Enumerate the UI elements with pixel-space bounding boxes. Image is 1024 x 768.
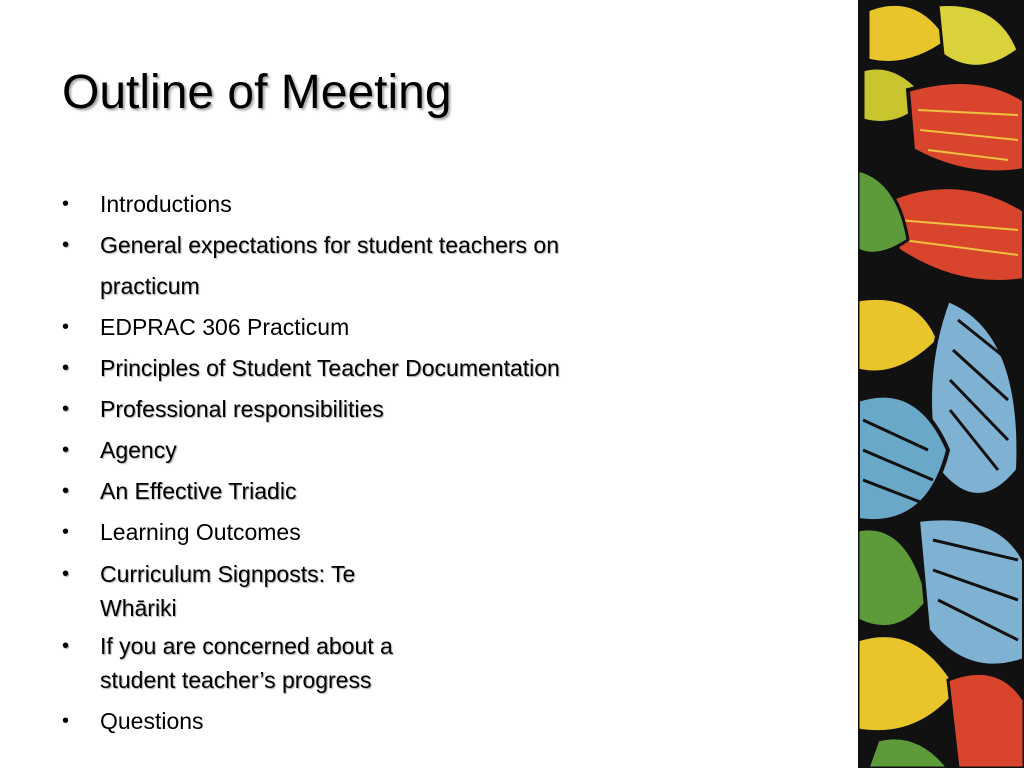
maori-foliage-artwork [858, 0, 1024, 768]
bullet-learning-outcomes [62, 512, 662, 553]
slide-title: Outline of Meeting [62, 66, 452, 119]
bullet-agency [62, 430, 662, 471]
bullet-principles [62, 348, 662, 389]
bullet-text: Questions [100, 708, 204, 734]
bullet-concerned-progress [62, 629, 662, 697]
bullet-marker: • [62, 439, 70, 461]
bullet-text: Principles of Student Teacher Documentation [100, 355, 560, 381]
bullet-marker: • [62, 710, 70, 732]
bullet-marker: • [62, 193, 70, 215]
bullet-text: EDPRAC 306 Practicum [100, 314, 350, 340]
bullet-questions [62, 701, 662, 742]
bullet-marker: • [62, 563, 70, 585]
bullet-text-line2: practicum [100, 273, 200, 299]
bullet-marker: • [62, 480, 70, 502]
bullet-professional-responsibilities [62, 389, 662, 430]
bullet-text-line2: student teacher’s progress [100, 667, 372, 693]
bullet-text: Learning Outcomes [100, 519, 301, 545]
bullet-marker: • [62, 398, 70, 420]
bullet-text: Introductions [100, 191, 232, 217]
bullet-effective-triadic [62, 471, 662, 512]
bullet-marker: • [62, 234, 70, 256]
bullet-marker: • [62, 357, 70, 379]
bullet-text: An Effective Triadic [100, 478, 297, 504]
bullet-general-expectations [62, 225, 662, 307]
bullet-text-line1: If you are concerned about a [100, 633, 393, 659]
bullet-edprac-306 [62, 307, 662, 348]
bullet-text: Agency [100, 437, 177, 463]
bullet-marker: • [62, 316, 70, 338]
bullet-text-line1: Curriculum Signposts: Te [100, 561, 356, 587]
bullet-text-line1: General expectations for student teachers on [100, 232, 560, 258]
bullet-curriculum-signposts [62, 557, 662, 625]
bullet-introductions [62, 184, 662, 225]
bullet-text: Professional responsibilities [100, 396, 384, 422]
bullet-marker: • [62, 521, 70, 543]
bullet-text-line2: Whāriki [100, 595, 177, 621]
bullet-marker: • [62, 635, 70, 657]
bullet-list [62, 184, 662, 742]
